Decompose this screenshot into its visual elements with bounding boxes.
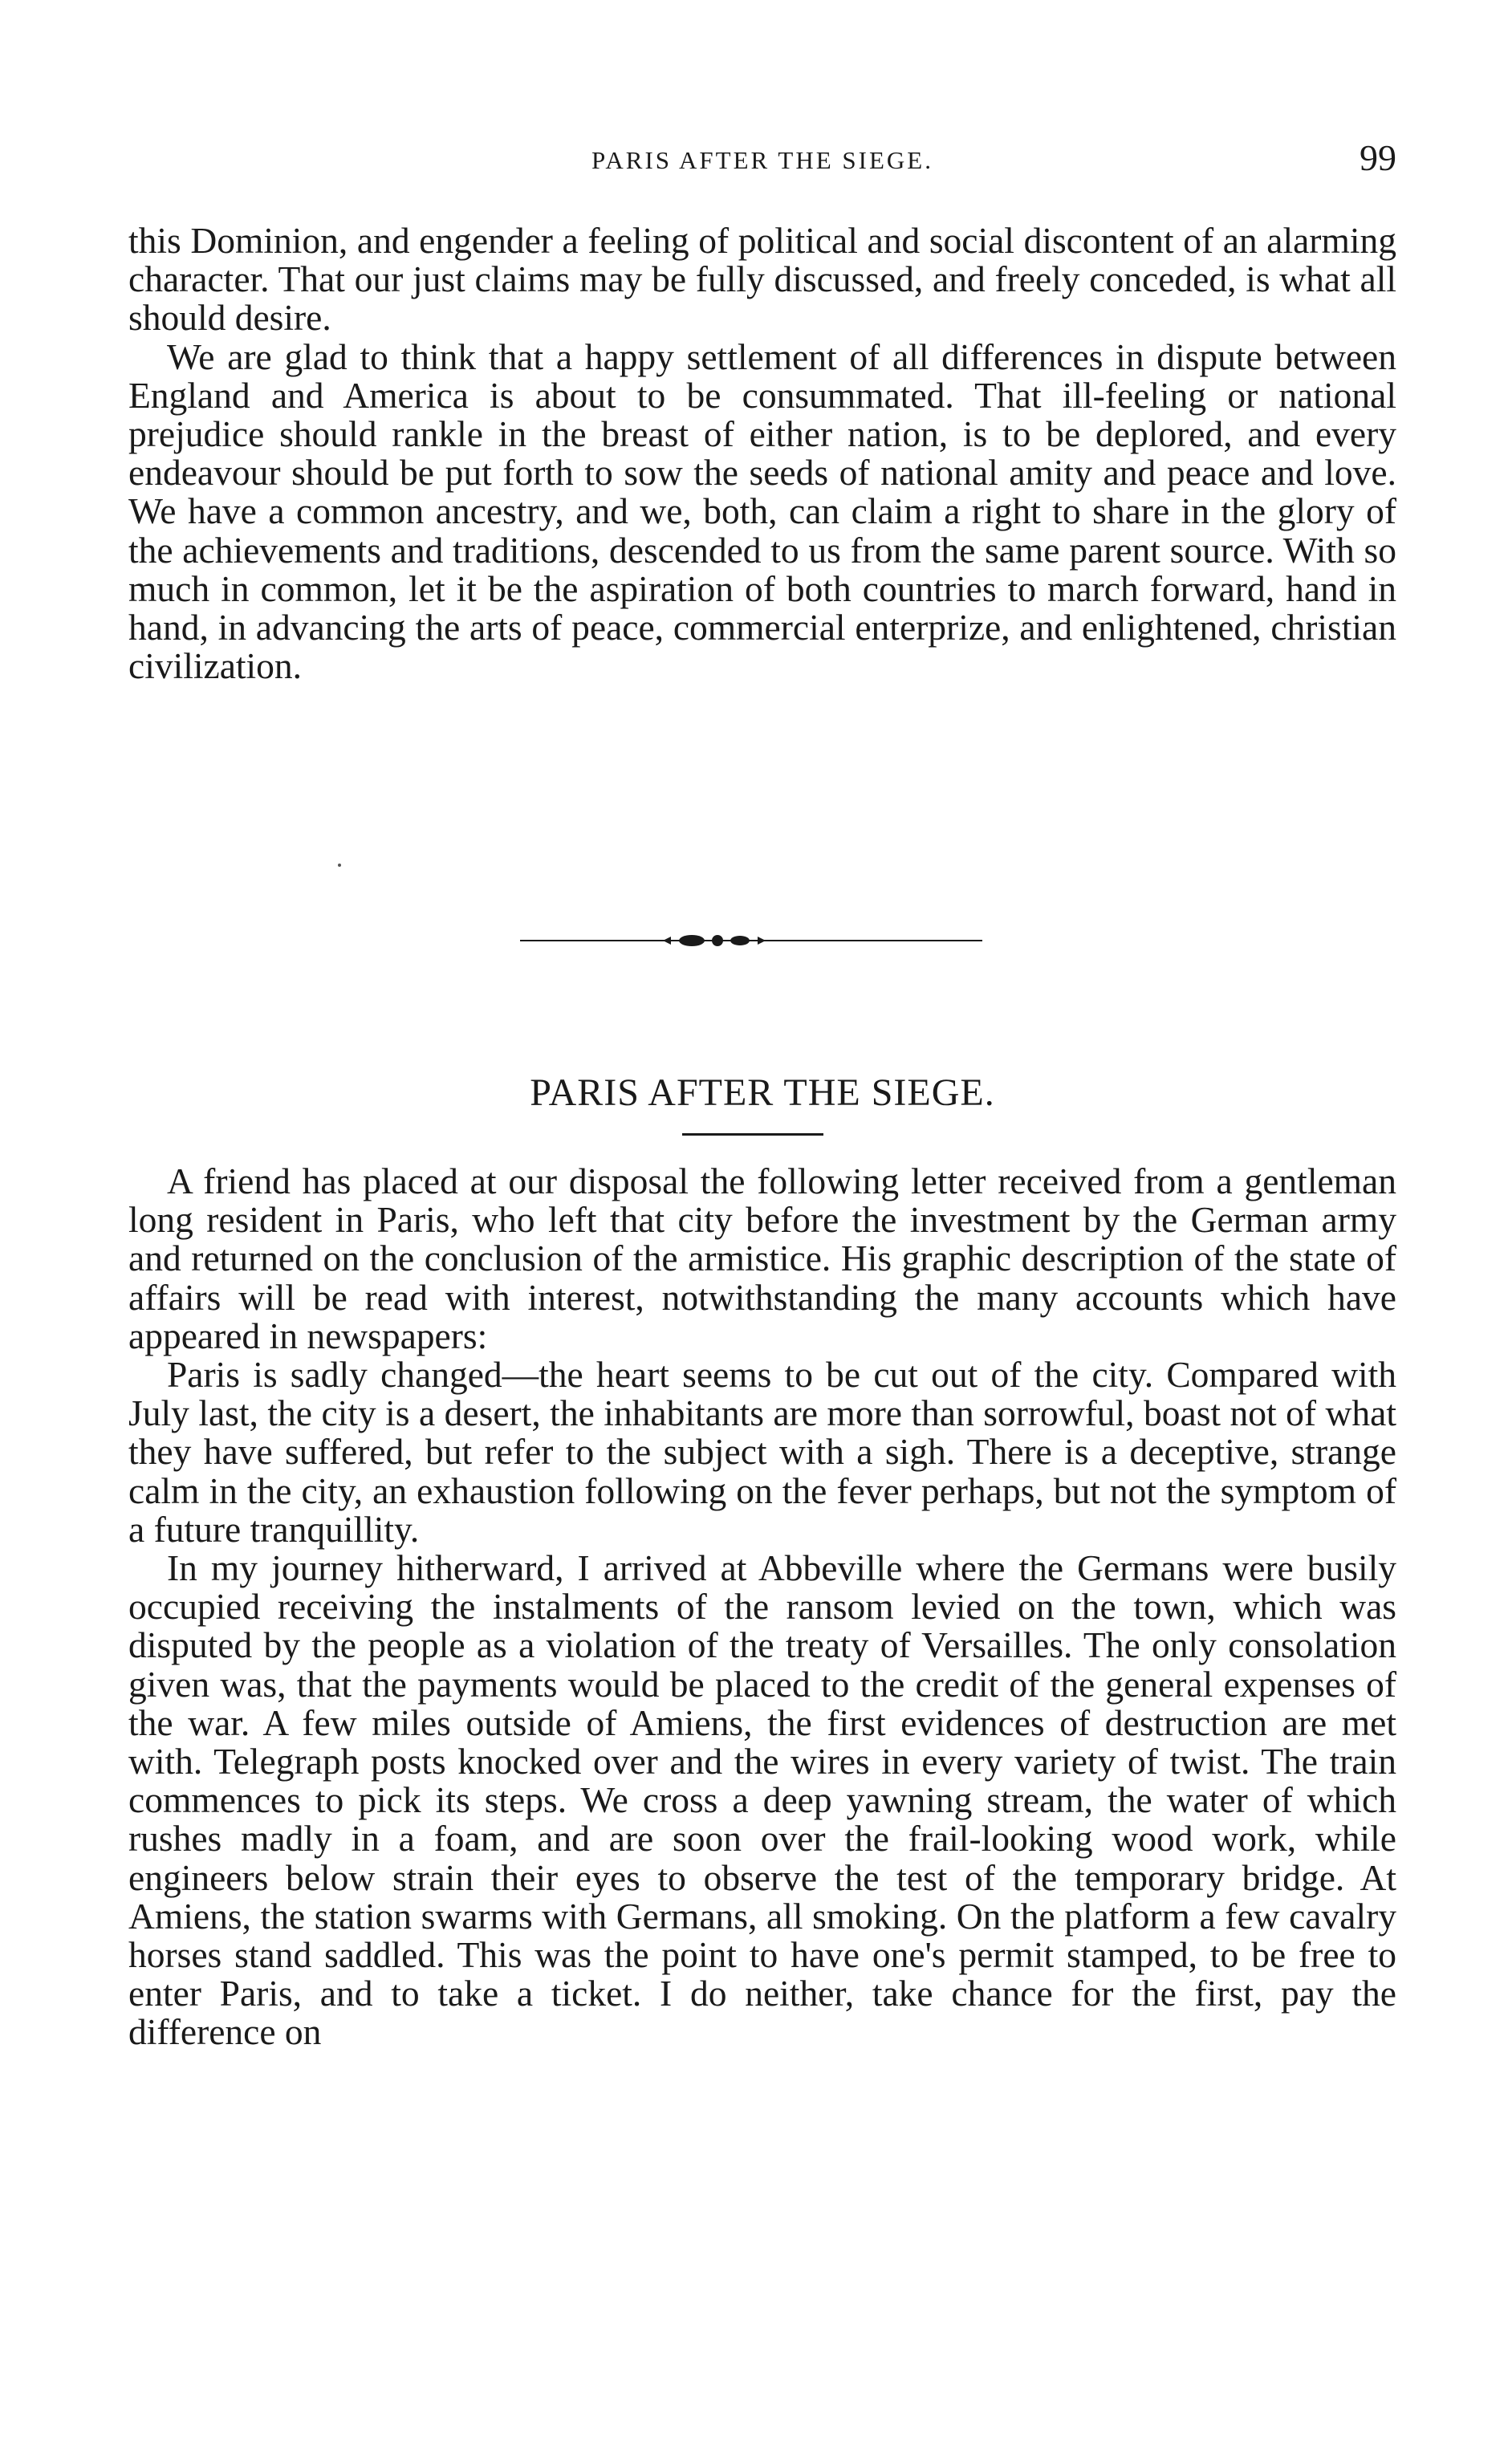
print-speck <box>338 864 341 867</box>
paragraph: In my journey hitherward, I arrived at Abbeville where the Germans were busily occupied receiving the instalments of the ransom levied on the town, which was disputed by the people as a violation of the treaty of Versailles. The only consolation given was, that the payments would be placed to the credit of the general expenses of the war. A few miles outside of Amiens, the first evidences of destruction are met with. Telegraph posts knocked over and the wires in every variety of twist. The train commences to pick its steps. We cross a deep yawning stream, the water of which rushes madly in a foam, and are soon over the frail-looking wood work, while engineers below strain their eyes to observe the test of the temporary bridge. At Amiens, the station swarms with Germans, all smoking. On the platform a few cavalry horses stand saddled. This was the point to have one's permit stamped, to be free to enter Paris, and to take a ticket. I do neither, take chance for the first, pay the difference on <box>128 1547 1396 2053</box>
paragraph: Paris is sadly changed—the heart seems to be cut out of the city. Compared with July last, the city is a desert, the inhabitants are more than sorrowful, boast not of what they have suffered, but refer to the subject with a sigh. There is a deceptive, strange calm in the city, an exhaustion following on the fever perhaps, but not the symptom of a future tranquillity. <box>128 1354 1396 1550</box>
article-title: PARIS AFTER THE SIEGE. <box>530 1071 995 1114</box>
section-ornament <box>520 932 982 949</box>
previous-article-text <box>128 222 1396 685</box>
paragraph: A friend has placed at our disposal the following letter received from a gentleman long resident in Paris, who left that city before the investment by the German army and returned on the conclusion of the armistice. His graphic description of the state of affairs will be read with interest, notwithstanding the many accounts which have appeared in newspapers: <box>128 1160 1396 1356</box>
paragraph: We are glad to think that a happy settlement of all differences in dispute between England and America is about to be consummated. That ill-feeling or national prejudice should rankle in the breast of either nation, is to be deplored, and every endeavour should be put forth to sow the seeds of national amity and peace and love. We have a common ancestry, and we, both, can claim a right to share in the glory of the achievements and traditions, descended to us from the same parent source. With so much in common, let it be the aspiration of both countries to march forward, hand in hand, in advancing the arts of peace, commercial enterprize, and enlightened, christian civilization. <box>128 335 1396 687</box>
paragraph: this Dominion, and engender a feeling of political and social discontent of an alarming character. That our just claims may be fully discussed, and freely conceded, is what all should desire. <box>128 220 1396 339</box>
page-number: 99 <box>1360 137 1396 178</box>
article-text <box>128 1162 1396 2052</box>
title-rule <box>682 1133 823 1136</box>
running-head <box>128 135 1396 183</box>
running-title: PARIS AFTER THE SIEGE. <box>591 146 933 174</box>
